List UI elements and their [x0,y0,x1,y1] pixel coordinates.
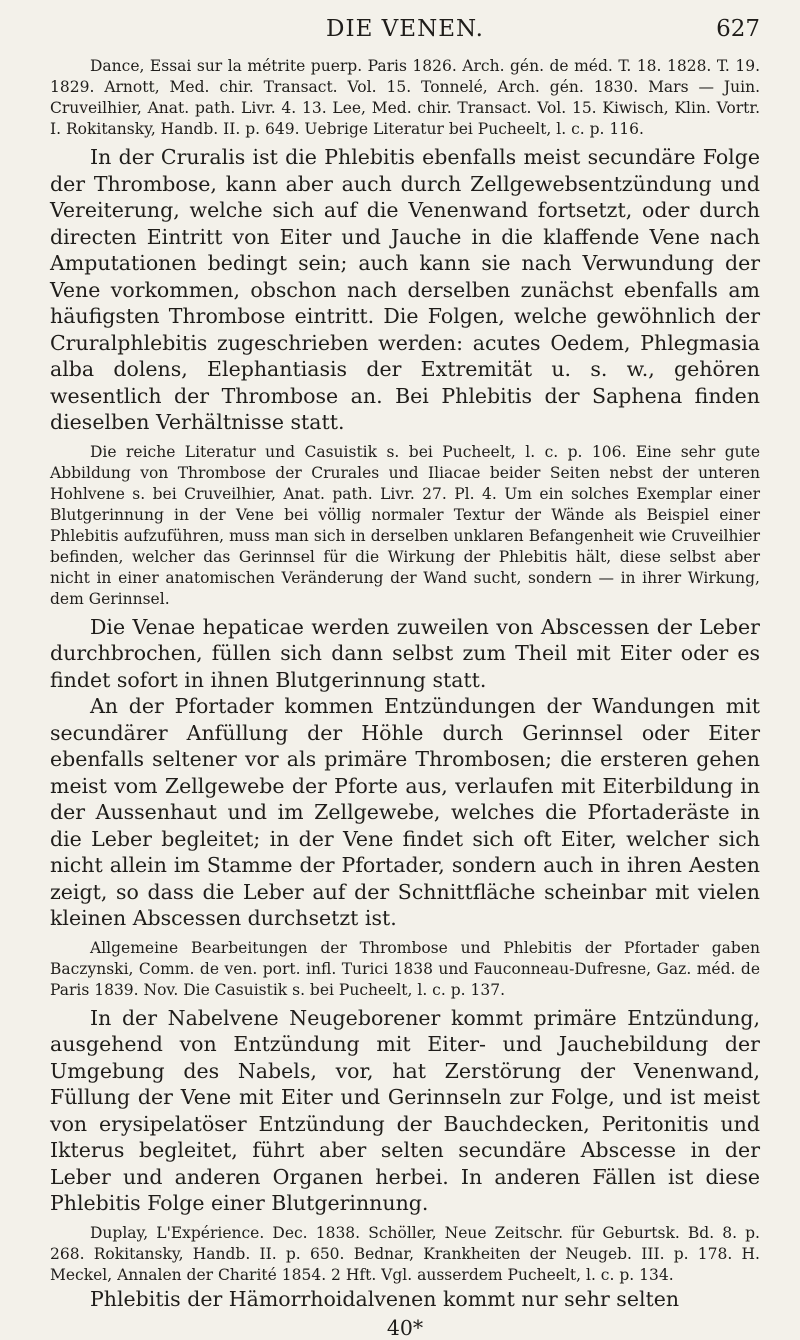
body-paragraph-nabelvene: In der Nabelvene Neugeborener kommt primäre Entzündung, ausgehend von Entzündung mit Eiter- und Jauchebildung der Umgebung des Nabels, vor, hat Zerstörung der Venenwand, Füllung der Vene mit Eiter und Gerinnseln zur Folge, und ist meist von erysipelatöser Entzündung der Bauchdecken, Peritonitis und Ikterus begleitet, führt aber selten secundäre Abscesse in der Leber und anderen Organen herbei. In anderen Fällen ist diese Phlebitis Folge einer Blutgerinnung. [50,1005,760,1215]
page-header [50,16,760,56]
body-paragraph-haemorrhoidal: Phlebitis der Hämorrhoidalvenen kommt nur sehr selten [90,1286,680,1311]
body-paragraph-hepaticae: Die Venae hepaticae werden zuweilen von Abscessen der Leber durchbrochen, füllen sich dann selbst zum Theil mit Eiter oder es findet sofort in ihnen Blutgerinnung statt. [50,614,760,692]
page-number: 627 [716,16,760,42]
body-paragraph-pfortader: An der Pfortader kommen Entzündungen der Wandungen mit secundärer Anfüllung der Höhle durch Gerinnsel oder Eiter ebenfalls seltener vor als primäre Thrombosen; die ersteren gehen meist vom Zellgewebe der Pforte aus, verlaufen mit Eiterbildung in der Aussenhaut und im Zellgewebe, welches die Pfortaderäste in die Leber begleitet; in der Vene findet sich oft Eiter, welcher sich nicht allein im Stamme der Pfortader, sondern auch in ihren Aesten zeigt, so dass die Leber auf der Schnittfläche scheinbar mit vielen kleinen Abscessen durchsetzt ist. [50,694,760,930]
running-head: DIE VENEN. [326,16,484,42]
pfortader-literature-note: Allgemeine Bearbeitungen der Thrombose und Phlebitis der Pfortader gaben Baczynski, Comm. de ven. port. infl. Turici 1838 und Fauconneau-Dufresne, Gaz. méd. de Paris 1839. Nov. Die Casuistik s. bei Pucheelt, l. c. p. 137. [50,938,760,999]
body-paragraph-cruralis: In der Cruralis ist die Phlebitis ebenfalls meist secundäre Folge der Thrombose, kann aber auch durch Zellgewebsentzündung und Vereiterung, welche sich auf die Venenwand fortsetzt, oder durch directen Eintritt von Eiter und Jauche in die klaffende Vene nach Amputationen bedingt sein; auch kann sie nach Verwundung der Vene vorkommen, obschon nach derselben zunächst ebenfalls am häufigsten Thrombose eintritt. Die Folgen, welche gewöhnlich der Cruralphlebitis zugeschrieben werden: acutes Oedem, Phlegmasia alba dolens, Elephantiasis der Extremität u. s. w., gehören wesentlich der Thrombose an. Bei Phlebitis der Saphena finden dieselben Verhältnisse statt. [50,145,760,434]
reference-note: Dance, Essai sur la métrite puerp. Paris 1826. Arch. gén. de méd. T. 18. 1828. T. 19. 1829. Arnott, Med. chir. Transact. Vol. 15. Tonnelé, Arch. gén. 1830. Mars — Juin. Cruveilhier, Anat. path. Livr. 4. 13. Lee, Med. chir. Transact. Vol. 15. Kiwisch, Klin. Vortr. I. Rokitansky, Handb. II. p. 649. Uebrige Literatur bei Pucheelt, l. c. p. 116. [50,57,760,138]
signature-mark: 40* [386,1316,424,1340]
literature-note: Die reiche Literatur und Casuistik s. bei Pucheelt, l. c. p. 106. Eine sehr gute Abbildung von Thrombose der Crurales und Iliacae beider Seiten nebst der unteren Hohlvene s. bei Cruveilhier, Anat. path. Livr. 27. Pl. 4. Um ein solches Exemplar einer Blutgerinnung in der Vene bei völlig normaler Textur der Wände als Beispiel einer Phlebitis aufzuführen, muss man sich in derselben unklaren Befangenheit wie Cruveilhier befinden, welcher das Gerinnsel für die Wirkung der Phlebitis hält, diese selbst aber nicht in einer anatomischen Veränderung der Wand sucht, sondern — in ihrer Wirkung, dem Gerinnsel. [50,442,760,608]
nabelvene-literature-note: Duplay, L'Expérience. Dec. 1838. Schöller, Neue Zeitschr. für Geburtsk. Bd. 8. p. 268. Rokitansky, Handb. II. p. 650. Bednar, Krankheiten der Neugeb. III. p. 178. H. Meckel, Annalen der Charité 1854. 2 Hft. Vgl. ausserdem Pucheelt, l. c. p. 134. [50,1223,760,1284]
